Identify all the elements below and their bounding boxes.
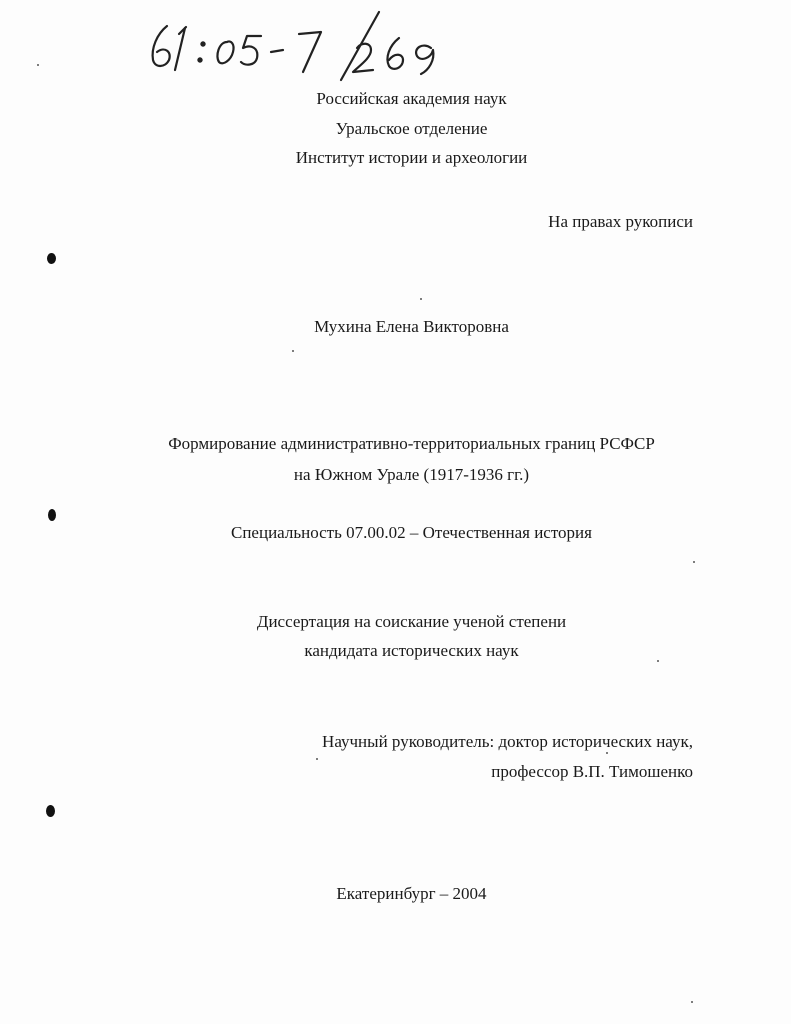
scan-speck (420, 298, 422, 300)
thesis-title-line-1: Формирование административно-территориальных границ РСФСР (168, 434, 655, 453)
scan-speck (691, 1001, 693, 1003)
binding-hole-mark (47, 253, 56, 264)
binding-hole-mark (46, 805, 55, 817)
binding-hole-mark (48, 509, 56, 521)
supervisor-line-1: Научный руководитель: доктор исторических наук, (322, 732, 693, 751)
scan-speck (657, 660, 659, 662)
manuscript-rights-note: На правах рукописи (548, 212, 693, 231)
scan-speck (693, 561, 695, 563)
dissertation-line-1: Диссертация на соискание ученой степени (256, 612, 567, 631)
scan-speck (37, 64, 39, 66)
scan-speck (316, 758, 318, 760)
dissertation-line-2: кандидата исторических наук (304, 641, 519, 660)
branch-name: Уральское отделение (335, 119, 488, 138)
scan-speck (606, 752, 608, 754)
city-year: Екатеринбург – 2004 (336, 884, 487, 903)
academy-name: Российская академия наук (316, 89, 507, 108)
supervisor-line-2: профессор В.П. Тимошенко (491, 762, 693, 781)
handwritten-archive-code (145, 8, 455, 84)
author-name: Мухина Елена Викторовна (314, 317, 509, 336)
thesis-title-line-2: на Южном Урале (1917-1936 гг.) (293, 465, 530, 484)
institute-name: Институт истории и археологии (295, 148, 528, 167)
specialty: Специальность 07.00.02 – Отечественная история (231, 523, 592, 542)
scan-speck (292, 350, 294, 352)
